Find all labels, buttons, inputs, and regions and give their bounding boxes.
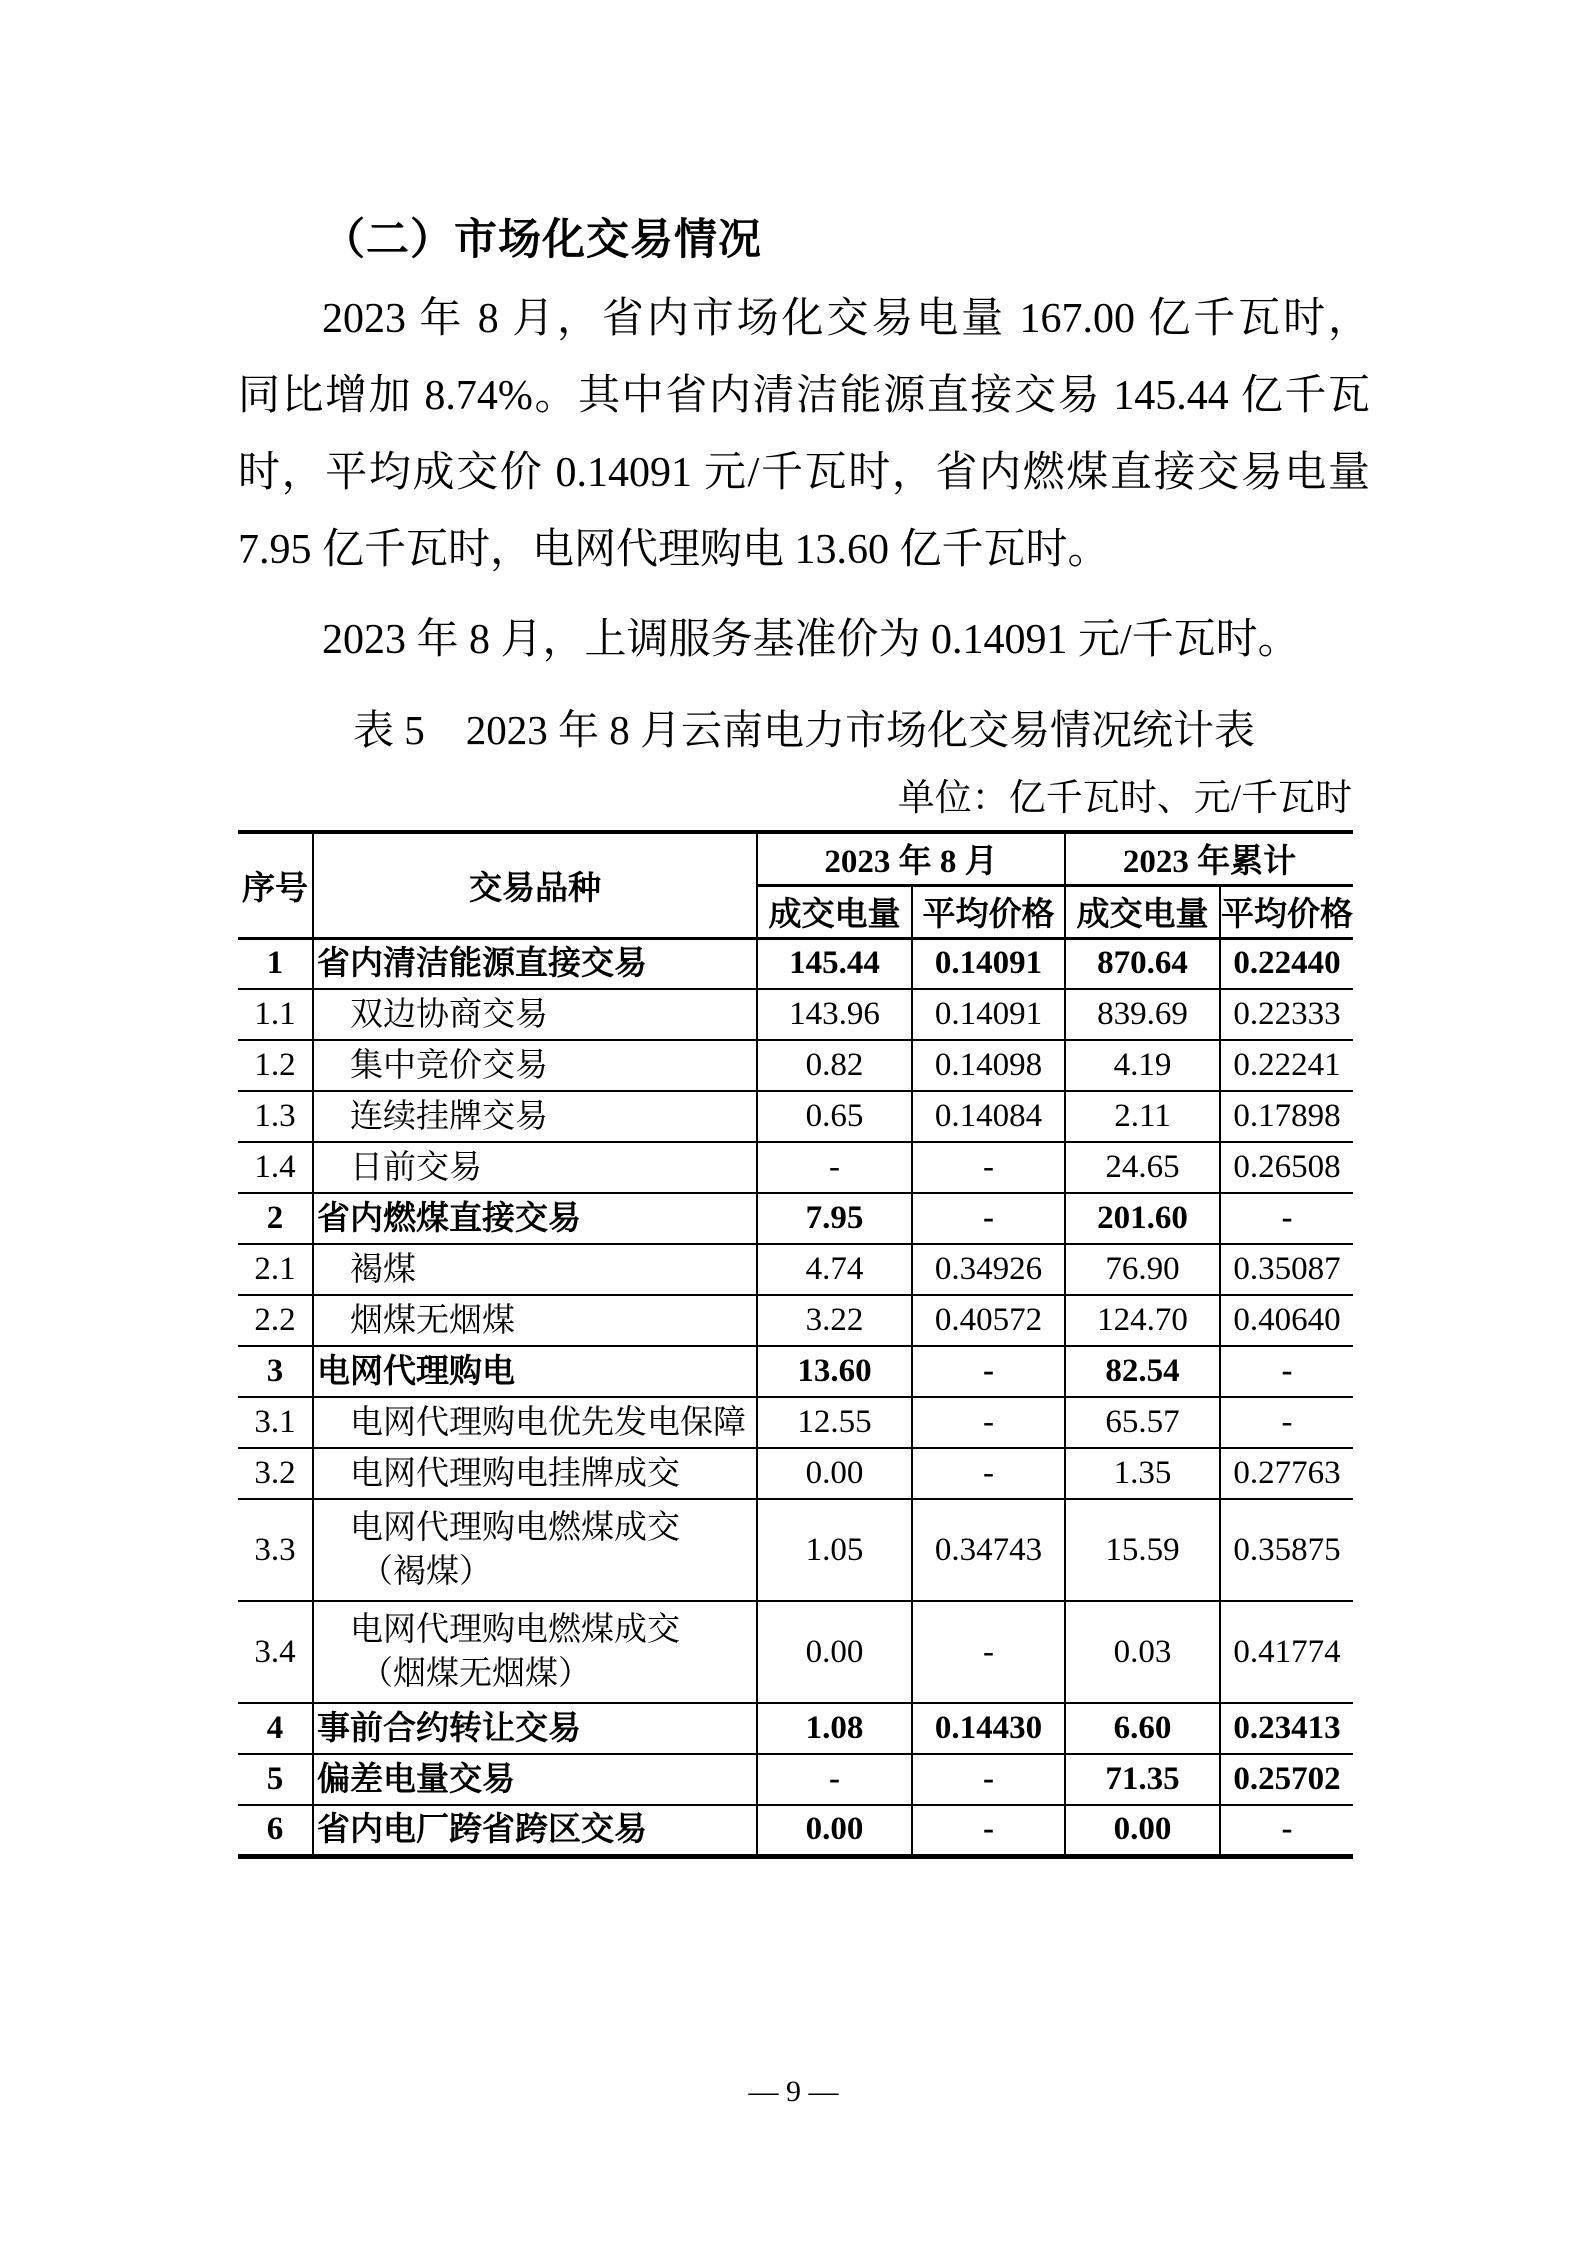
cell-ytd-price: 0.22440 [1220, 938, 1353, 989]
table-row [238, 1448, 1353, 1499]
cell-ytd-qty: 2.11 [1065, 1091, 1220, 1142]
cell-month-price: 0.14091 [912, 989, 1065, 1040]
cell-month-qty: - [757, 1142, 912, 1193]
cell-month-qty: 0.82 [757, 1040, 912, 1091]
cell-ytd-price: 0.23413 [1220, 1703, 1353, 1754]
cell-ytd-price: - [1220, 1346, 1353, 1397]
table-row [238, 1193, 1353, 1244]
table-row [238, 1754, 1353, 1805]
cell-month-price: - [912, 1601, 1065, 1703]
cell-category: 双边协商交易 [313, 989, 757, 1040]
cell-category: 烟煤无烟煤 [313, 1295, 757, 1346]
cell-month-price: 0.14430 [912, 1703, 1065, 1754]
cell-ytd-price: 0.35087 [1220, 1244, 1353, 1295]
cell-no: 2.1 [238, 1244, 313, 1295]
cell-category: 集中竞价交易 [313, 1040, 757, 1091]
table-row [238, 989, 1353, 1040]
header-month-group: 2023 年 8 月 [757, 832, 1065, 885]
table-row [238, 1295, 1353, 1346]
cell-ytd-price: - [1220, 1397, 1353, 1448]
cell-no: 1.2 [238, 1040, 313, 1091]
table-row [238, 1244, 1353, 1295]
cell-no: 2 [238, 1193, 313, 1244]
table-row [238, 1805, 1353, 1856]
table-row [238, 1040, 1353, 1091]
cell-no: 3 [238, 1346, 313, 1397]
document-content [238, 215, 1370, 1859]
cell-month-qty: 3.22 [757, 1295, 912, 1346]
paragraph-line: 7.95 亿千瓦时，电网代理购电 13.60 亿千瓦时。 [238, 527, 1110, 573]
cell-ytd-price: 0.25702 [1220, 1754, 1353, 1805]
header-ytd-qty: 成交电量 [1065, 885, 1220, 938]
cell-category: 事前合约转让交易 [313, 1703, 757, 1754]
table-row [238, 1601, 1353, 1703]
cell-ytd-qty: 24.65 [1065, 1142, 1220, 1193]
section-heading: （二）市场化交易情况 [322, 216, 762, 264]
page-number: — 9 — [748, 2075, 839, 2108]
cell-month-qty: 1.08 [757, 1703, 912, 1754]
header-ytd-price: 平均价格 [1220, 885, 1353, 938]
cell-month-price: - [912, 1193, 1065, 1244]
cell-category: 电网代理购电燃煤成交 （烟煤无烟煤） [313, 1601, 757, 1703]
cell-ytd-price: 0.22241 [1220, 1040, 1353, 1091]
cell-category: 连续挂牌交易 [313, 1091, 757, 1142]
cell-category: 电网代理购电挂牌成交 [313, 1448, 757, 1499]
cell-ytd-price: 0.35875 [1220, 1499, 1353, 1601]
cell-month-qty: 143.96 [757, 989, 912, 1040]
cell-category: 省内清洁能源直接交易 [313, 938, 757, 989]
cell-ytd-qty: 82.54 [1065, 1346, 1220, 1397]
cell-month-qty: - [757, 1754, 912, 1805]
cell-no: 6 [238, 1805, 313, 1856]
table-row [238, 1142, 1353, 1193]
header-type: 交易品种 [313, 832, 757, 938]
cell-month-price: - [912, 1346, 1065, 1397]
cell-no: 1.1 [238, 989, 313, 1040]
cell-no: 3.1 [238, 1397, 313, 1448]
cell-no: 2.2 [238, 1295, 313, 1346]
cell-no: 5 [238, 1754, 313, 1805]
cell-month-qty: 145.44 [757, 938, 912, 989]
cell-category: 偏差电量交易 [313, 1754, 757, 1805]
paragraph-line: 2023 年 8 月，省内市场化交易电量 167.00 亿千瓦时， [322, 296, 1370, 342]
table-row [238, 1499, 1353, 1601]
table-caption: 表 5 2023 年 8 月云南电力市场化交易情况统计表 [353, 707, 1255, 753]
cell-ytd-price: - [1220, 1193, 1353, 1244]
cell-month-price: - [912, 1397, 1065, 1448]
cell-month-qty: 1.05 [757, 1499, 912, 1601]
cell-ytd-qty: 0.03 [1065, 1601, 1220, 1703]
cell-ytd-qty: 76.90 [1065, 1244, 1220, 1295]
cell-month-price: 0.34743 [912, 1499, 1065, 1601]
paragraph-2: 2023 年 8 月，上调服务基准价为 0.14091 元/千瓦时。 [322, 617, 1300, 663]
paragraph-line: 同比增加 8.74%。其中省内清洁能源直接交易 145.44 亿千瓦 [238, 373, 1370, 419]
cell-ytd-price: - [1220, 1805, 1353, 1856]
header-month-price: 平均价格 [912, 885, 1065, 938]
cell-ytd-price: 0.41774 [1220, 1601, 1353, 1703]
table-row [238, 1091, 1353, 1142]
header-no: 序号 [238, 832, 313, 938]
cell-ytd-qty: 124.70 [1065, 1295, 1220, 1346]
cell-ytd-qty: 15.59 [1065, 1499, 1220, 1601]
cell-ytd-qty: 870.64 [1065, 938, 1220, 989]
cell-ytd-price: 0.40640 [1220, 1295, 1353, 1346]
cell-category: 电网代理购电 [313, 1346, 757, 1397]
header-month-qty: 成交电量 [757, 885, 912, 938]
cell-month-price: 0.40572 [912, 1295, 1065, 1346]
cell-ytd-price: 0.17898 [1220, 1091, 1353, 1142]
cell-ytd-price: 0.22333 [1220, 989, 1353, 1040]
cell-month-price: - [912, 1754, 1065, 1805]
cell-category: 电网代理购电优先发电保障 [313, 1397, 757, 1448]
paragraph-line: 时，平均成交价 0.14091 元/千瓦时，省内燃煤直接交易电量 [238, 450, 1370, 496]
cell-ytd-price: 0.26508 [1220, 1142, 1353, 1193]
table-header-row-groups [238, 832, 1353, 885]
table-row [238, 1703, 1353, 1754]
cell-no: 1 [238, 938, 313, 989]
cell-month-qty: 0.00 [757, 1805, 912, 1856]
cell-no: 1.3 [238, 1091, 313, 1142]
cell-category: 电网代理购电燃煤成交 （褐煤） [313, 1499, 757, 1601]
cell-ytd-qty: 71.35 [1065, 1754, 1220, 1805]
cell-category: 褐煤 [313, 1244, 757, 1295]
table-row [238, 1346, 1353, 1397]
stats-table [238, 830, 1353, 1859]
cell-ytd-qty: 1.35 [1065, 1448, 1220, 1499]
cell-month-qty: 0.00 [757, 1601, 912, 1703]
cell-ytd-qty: 4.19 [1065, 1040, 1220, 1091]
cell-month-qty: 0.65 [757, 1091, 912, 1142]
cell-no: 3.3 [238, 1499, 313, 1601]
cell-month-qty: 0.00 [757, 1448, 912, 1499]
cell-no: 3.4 [238, 1601, 313, 1703]
cell-month-price: - [912, 1142, 1065, 1193]
cell-category: 日前交易 [313, 1142, 757, 1193]
cell-month-price: 0.14098 [912, 1040, 1065, 1091]
cell-month-qty: 4.74 [757, 1244, 912, 1295]
cell-ytd-qty: 65.57 [1065, 1397, 1220, 1448]
cell-ytd-qty: 0.00 [1065, 1805, 1220, 1856]
cell-month-qty: 12.55 [757, 1397, 912, 1448]
cell-month-price: - [912, 1448, 1065, 1499]
cell-month-price: - [912, 1805, 1065, 1856]
cell-ytd-price: 0.27763 [1220, 1448, 1353, 1499]
cell-month-price: 0.14084 [912, 1091, 1065, 1142]
table-row [238, 938, 1353, 989]
cell-ytd-qty: 201.60 [1065, 1193, 1220, 1244]
cell-no: 1.4 [238, 1142, 313, 1193]
cell-ytd-qty: 6.60 [1065, 1703, 1220, 1754]
header-ytd-group: 2023 年累计 [1065, 832, 1353, 885]
unit-note: 单位：亿千瓦时、元/千瓦时 [897, 778, 1352, 819]
cell-no: 4 [238, 1703, 313, 1754]
cell-category: 省内燃煤直接交易 [313, 1193, 757, 1244]
table-row [238, 1397, 1353, 1448]
cell-month-price: 0.34926 [912, 1244, 1065, 1295]
cell-month-price: 0.14091 [912, 938, 1065, 989]
cell-category: 省内电厂跨省跨区交易 [313, 1805, 757, 1856]
cell-ytd-qty: 839.69 [1065, 989, 1220, 1040]
cell-month-qty: 13.60 [757, 1346, 912, 1397]
paragraph-1 [238, 281, 1370, 589]
cell-month-qty: 7.95 [757, 1193, 912, 1244]
cell-no: 3.2 [238, 1448, 313, 1499]
